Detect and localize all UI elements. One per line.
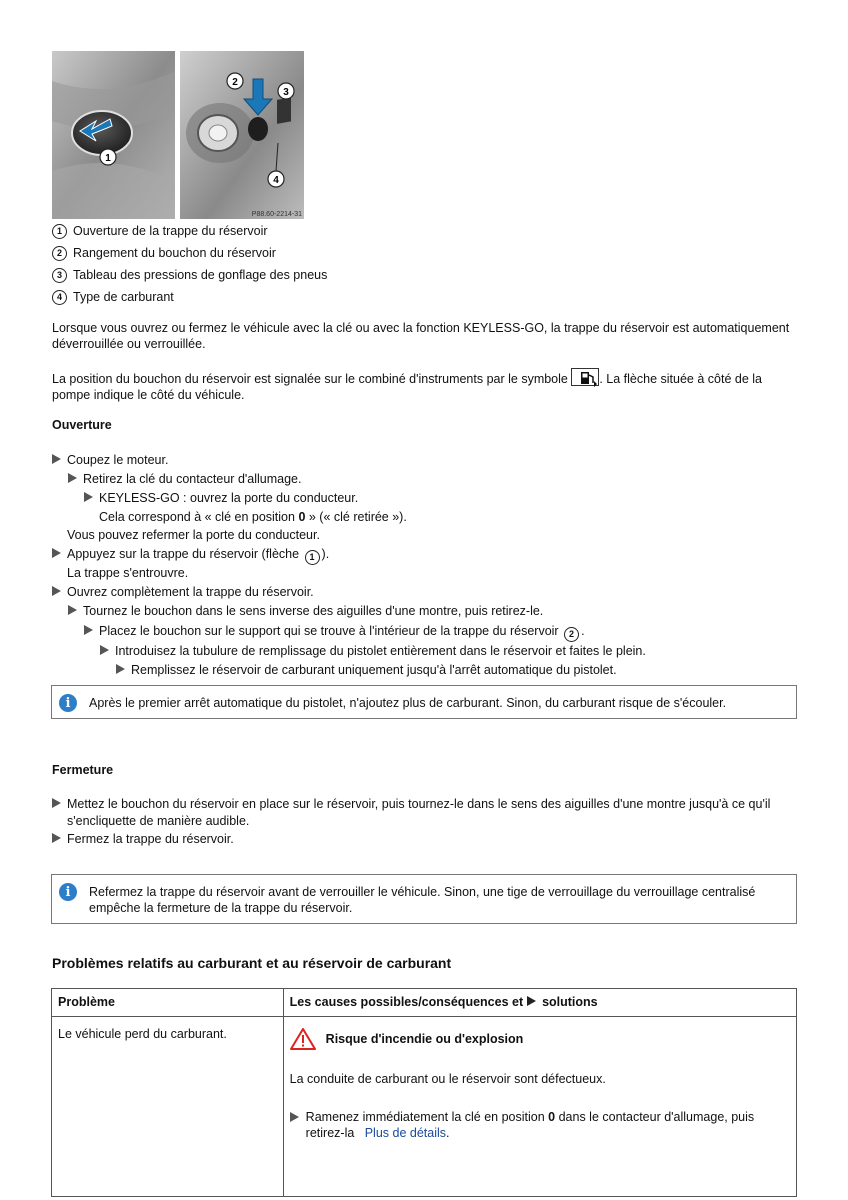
warning-title: Risque d'incendie ou d'explosion	[325, 1032, 524, 1046]
column-header-solutions	[283, 989, 796, 1017]
more-details-link[interactable]: Plus de détails	[364, 1126, 447, 1140]
arrow-bullet-icon	[52, 454, 61, 464]
step-text: Introduisez la tubulure de remplissage du pistolet entièrement dans le réservoir et faites le plein.	[115, 644, 646, 658]
legend-item-1	[52, 222, 268, 240]
warning-header	[290, 1027, 790, 1051]
legend-text: Tableau des pressions de gonflage des pneus	[73, 268, 328, 282]
step-bullet	[52, 830, 234, 848]
step-bullet	[52, 451, 168, 469]
arrow-bullet-icon	[84, 492, 93, 502]
intro-text: . La flèche située à côté de la	[599, 372, 762, 386]
arrow-bullet-icon	[68, 605, 77, 615]
step-text: Tournez le bouchon dans le sens inverse des aiguilles d'une montre, puis retirez-le.	[83, 604, 544, 618]
callout-number: 1	[305, 550, 320, 565]
info-note-text: Refermez la trappe du réservoir avant de verrouiller le véhicule. Sinon, une tige de verrouillage du verrouillage centralisé empêche la fermeture de la trappe du réservoir.	[89, 885, 756, 915]
arrow-bullet-icon	[68, 473, 77, 483]
callout-number: 2	[564, 627, 579, 642]
arrow-bullet-icon	[527, 996, 536, 1006]
callout-number: 3	[52, 268, 67, 283]
callout-number: 1	[52, 224, 67, 239]
step-bullet	[100, 642, 646, 660]
cause-text: La conduite de carburant ou le réservoir sont défectueux.	[289, 1072, 606, 1086]
intro-paragraph-2	[52, 368, 792, 403]
table-header-row	[52, 989, 797, 1017]
problems-table	[51, 988, 797, 1197]
step-text: Placez le bouchon sur le support qui se trouve à l'intérieur de la trappe du réservoir	[99, 624, 563, 638]
step-result	[99, 508, 407, 526]
key-position: 0	[298, 510, 306, 524]
step-text: s'encliquette de manière audible.	[67, 814, 250, 828]
opening-heading: Ouverture	[52, 418, 112, 432]
step-text: .	[446, 1126, 450, 1140]
step-bullet	[68, 470, 301, 488]
arrow-bullet-icon	[116, 664, 125, 674]
arrow-bullet-icon	[84, 625, 93, 635]
info-icon: i	[59, 883, 77, 901]
callout-number: 4	[52, 290, 67, 305]
step-text: Fermez la trappe du réservoir.	[67, 832, 234, 846]
step-bullet	[52, 795, 770, 813]
step-bullet	[68, 602, 543, 620]
fuel-flap-photo	[52, 51, 175, 219]
legend-text: Ouverture de la trappe du réservoir	[73, 224, 268, 238]
callout-2: 2	[232, 77, 238, 88]
figure-code: P88.60-2214-31	[251, 211, 302, 218]
action-step	[290, 1109, 790, 1141]
step-text: KEYLESS-GO : ouvrez la porte du conducteur.	[99, 491, 359, 505]
callout-1: 1	[105, 153, 111, 164]
step-result: Vous pouvez refermer la porte du conducteur.	[67, 528, 320, 542]
legend-text: Rangement du bouchon du réservoir	[73, 246, 276, 260]
column-header-problem: Problème	[52, 989, 284, 1017]
legend-item-2	[52, 244, 276, 262]
key-position: 0	[548, 1110, 556, 1124]
info-icon: i	[59, 694, 77, 712]
intro-text: La position du bouchon du réservoir est signalée sur le combiné d'instruments par le symbole	[52, 372, 568, 386]
step-bullet	[84, 622, 585, 640]
step-bullet	[52, 583, 314, 601]
arrow-bullet-icon	[52, 798, 61, 808]
callout-number: 2	[52, 246, 67, 261]
arrow-bullet-icon	[100, 645, 109, 655]
filler-cap-photo	[180, 51, 304, 219]
section-title: Problèmes relatifs au carburant et au réservoir de carburant	[52, 955, 452, 971]
step-text: Appuyez sur la trappe du réservoir (flèche	[67, 547, 303, 561]
callout-3: 3	[283, 87, 289, 98]
header-text: Les causes possibles/conséquences et	[289, 995, 527, 1009]
info-note-text: Après le premier arrêt automatique du pistolet, n'ajoutez plus de carburant. Sinon, du carburant risque de s'écouler.	[89, 696, 727, 710]
problem-cell: Le véhicule perd du carburant.	[52, 1017, 284, 1197]
step-text: .	[581, 624, 585, 638]
closing-heading: Fermeture	[52, 763, 114, 777]
step-bullet	[84, 489, 358, 507]
step-text: Ramenez immédiatement la clé en position	[305, 1110, 549, 1124]
fuel-pump-icon	[571, 368, 599, 386]
solution-cell	[283, 1017, 796, 1197]
step-bullet	[52, 545, 329, 563]
step-text: retirez-la	[305, 1126, 355, 1140]
warning-triangle-icon	[290, 1028, 316, 1050]
info-note-box	[51, 685, 797, 719]
step-text: ).	[321, 547, 330, 561]
callout-4: 4	[273, 175, 279, 186]
intro-text: pompe indique le côté du véhicule.	[52, 388, 245, 402]
step-result: La trappe s'entrouvre.	[67, 566, 189, 580]
step-bullet	[116, 661, 617, 679]
legend-text: Type de carburant	[73, 290, 174, 304]
step-text: Coupez le moteur.	[67, 453, 169, 467]
header-text: solutions	[538, 995, 598, 1009]
step-text: dans le contacteur d'allumage, puis	[555, 1110, 755, 1124]
legend-item-4	[52, 288, 174, 306]
intro-paragraph-1: Lorsque vous ouvrez ou fermez le véhicule avec la clé ou avec la fonction KEYLESS-GO, la trappe du réservoir est automatiquement déverrouillée ou verrouillée.	[52, 321, 790, 351]
step-text: Remplissez le réservoir de carburant uniquement jusqu'à l'arrêt automatique du pistolet.	[131, 663, 617, 677]
step-text: Retirez la clé du contacteur d'allumage.	[83, 472, 302, 486]
arrow-bullet-icon	[52, 586, 61, 596]
step-text: » (« clé retirée »).	[305, 510, 407, 524]
step-text: Mettez le bouchon du réservoir en place sur le réservoir, puis tournez-le dans le sens des aiguilles d'une montre jusqu'à ce qu'il	[67, 797, 771, 811]
info-note-box	[51, 874, 797, 924]
arrow-bullet-icon	[52, 833, 61, 843]
table-row	[52, 1017, 797, 1197]
step-text: Cela correspond à « clé en position	[99, 510, 299, 524]
arrow-bullet-icon	[290, 1112, 299, 1122]
fuel-filler-figure	[52, 51, 304, 219]
step-text: Ouvrez complètement la trappe du réservoir.	[67, 585, 314, 599]
legend-item-3	[52, 266, 327, 284]
arrow-bullet-icon	[52, 548, 61, 558]
